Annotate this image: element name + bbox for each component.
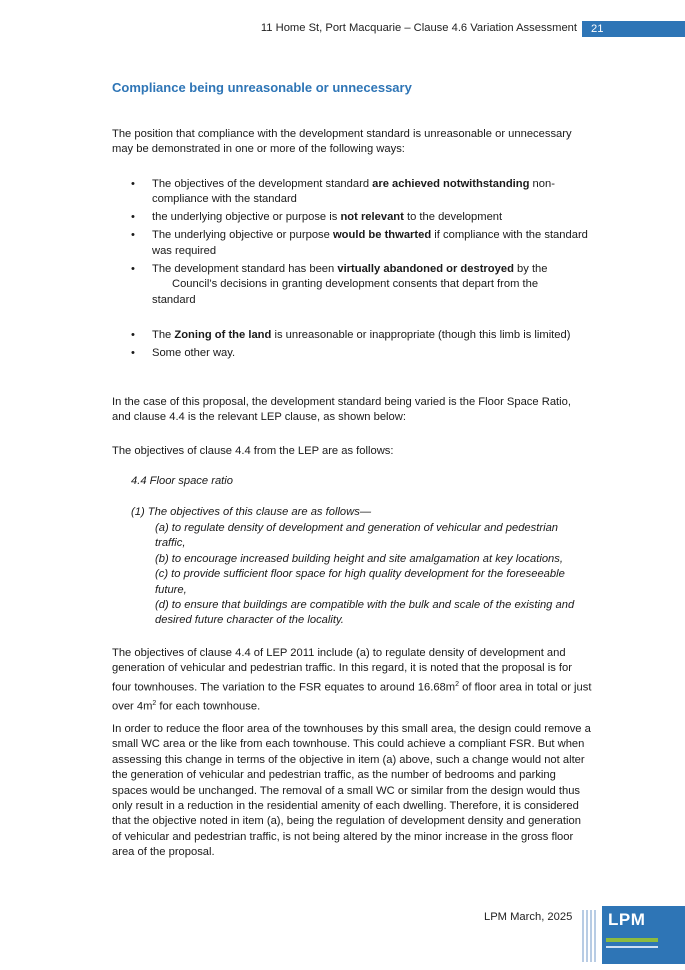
clause-intro: (1) The objectives of this clause are as follows— bbox=[131, 506, 372, 518]
list-item: • The Zoning of the land is unreasonable or inappropriate (though this limb is limited) bbox=[112, 328, 592, 343]
clause-item: (b) to encourage increased building height and site amalgamation at key locations, bbox=[155, 552, 563, 565]
list-item: • The development standard has been virtually abandoned or destroyed by the Council’s decisions in granting development consents that depart from the standard bbox=[112, 262, 592, 308]
clause-title: 4.4 Floor space ratio bbox=[131, 475, 233, 487]
footer-decoration bbox=[580, 910, 596, 962]
footer-date: LPM March, 2025 bbox=[484, 911, 573, 923]
page-number-badge: 21 bbox=[582, 21, 685, 37]
logo-accent-bar bbox=[606, 938, 658, 942]
list-item: • The underlying objective or purpose would be thwarted if compliance with the standard was required bbox=[112, 228, 592, 259]
assessment-paragraph-2: In order to reduce the floor area of the townhouses by this small area, the design could remove a small WC area or the like from each townhouse. This could achieve a compliant FSR. But when assessing this change in terms of the objective in item (a) above, such a change would not alter the generation of vehicular and pedestrian traffic, as the number of bedrooms and parking spaces would be unchanged. The removal of a small WC or similar from the design would thus only result in a reduction in the residential amenity of each dwelling. Therefore, it is considered that the objective noted in item (a), being the regulation of development density and generation of vehicular and pedestrian traffic, is not being altered by the minor increase in the gross floor area of the proposal. bbox=[112, 723, 591, 859]
criteria-list-continued bbox=[112, 328, 592, 364]
logo-accent-line bbox=[606, 946, 658, 948]
clause-item: (d) to ensure that buildings are compatible with the bulk and scale of the existing and desired future character of the locality. bbox=[155, 599, 575, 627]
list-item: • the underlying objective or purpose is not relevant to the development bbox=[112, 210, 592, 225]
objectives-lead-in: The objectives of clause 4.4 from the LEP are as follows: bbox=[112, 445, 394, 457]
logo-text: LPM bbox=[608, 910, 646, 929]
proposal-paragraph: In the case of this proposal, the development standard being varied is the Floor Space Ratio, and clause 4.4 is the relevant LEP clause, as shown below: bbox=[112, 396, 571, 424]
section-heading: Compliance being unreasonable or unnecessary bbox=[112, 80, 412, 95]
page-header bbox=[0, 20, 685, 38]
list-item: • Some other way. bbox=[112, 346, 592, 361]
assessment-paragraph-1: The objectives of clause 4.4 of LEP 2011 include (a) to regulate density of development and generation of vehicular and pedestrian traffic. In this regard, it is noted that the proposal is for four townhouses. The variation to the FSR equates to around $16.68m^2$ of floor area in total or just over $4m^2$ for each townhouse. bbox=[112, 647, 592, 713]
lpm-logo bbox=[602, 906, 685, 964]
clause-item: (c) to provide sufficient floor space for high quality development for the foreseeable future, bbox=[155, 568, 565, 596]
list-item: • The objectives of the development standard are achieved notwithstanding non-compliance with the standard bbox=[112, 177, 592, 208]
clause-objectives bbox=[155, 521, 591, 629]
clause-item: (a) to regulate density of development and generation of vehicular and pedestrian traffic, bbox=[155, 522, 559, 550]
criteria-list bbox=[112, 177, 592, 311]
document-title: 11 Home St, Port Macquarie – Clause 4.6 Variation Assessment bbox=[260, 22, 577, 34]
intro-paragraph: The position that compliance with the development standard is unreasonable or unnecessary may be demonstrated in one or more of the following ways: bbox=[112, 128, 572, 156]
